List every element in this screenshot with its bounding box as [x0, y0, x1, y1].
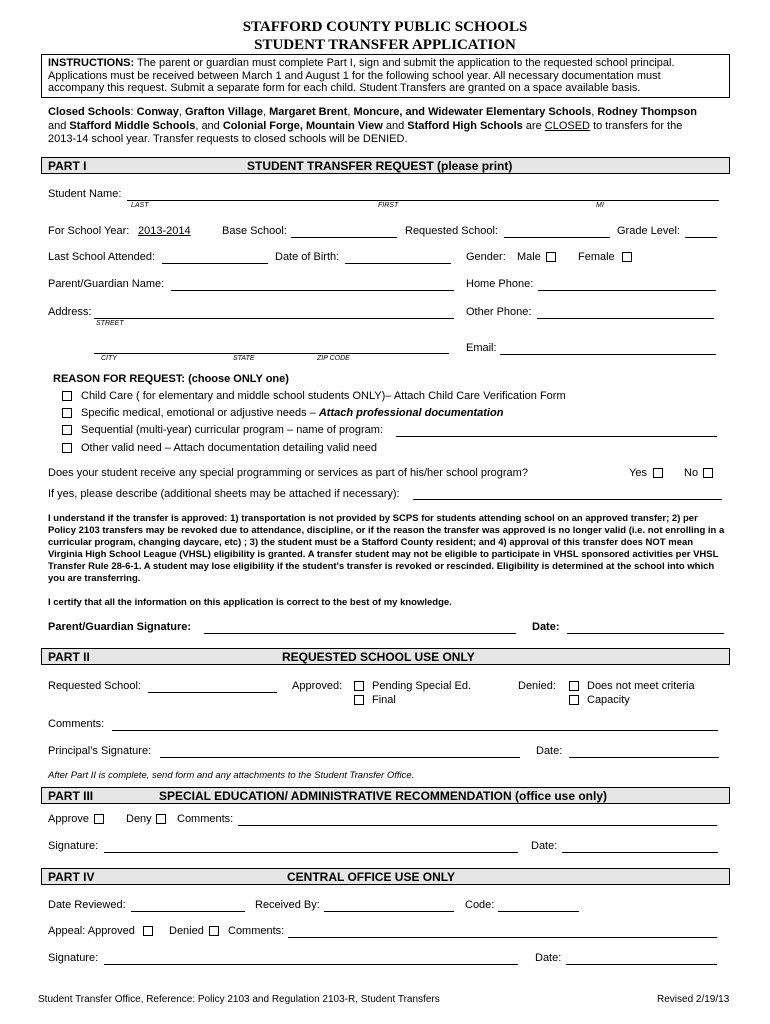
yes-checkbox[interactable]	[653, 468, 663, 478]
no-label: No	[684, 467, 699, 479]
part1-header	[41, 157, 730, 174]
form-subtitle: STUDENT TRANSFER APPLICATION	[254, 37, 516, 53]
base-school-field[interactable]	[291, 237, 397, 238]
closed-sep: are	[522, 119, 545, 132]
form-title: STAFFORD COUNTY PUBLIC SCHOOLS	[242, 19, 528, 35]
appeal-approved-checkbox[interactable]	[143, 926, 153, 936]
street-field[interactable]	[94, 318, 454, 319]
email-field[interactable]	[500, 354, 716, 355]
closed-school: Conway	[136, 106, 179, 118]
p3-date-label: Date:	[531, 840, 558, 852]
reason-curricular-checkbox[interactable]	[62, 425, 72, 435]
approve-label: Approve	[48, 813, 89, 825]
certify-statement: I certify that all the information on this application is correct to the best of my knowledge.	[48, 597, 452, 608]
reason-medical-label	[81, 407, 503, 419]
mi-caption: MI	[596, 202, 604, 209]
part2-header	[41, 648, 730, 665]
closed-sep: ,	[263, 106, 270, 118]
other-phone-field[interactable]	[537, 318, 714, 319]
parent-name-field[interactable]	[171, 290, 454, 291]
closed-sep: , and	[195, 119, 223, 132]
approve-checkbox[interactable]	[94, 814, 104, 824]
part3-heading: SPECIAL EDUCATION/ ADMINISTRATIVE RECOMMENDATION (office use only)	[159, 789, 608, 803]
reason-medical-emphasis: Attach professional documentation	[318, 407, 504, 419]
yes-label: Yes	[629, 467, 647, 479]
reason-medical-text: Specific medical, emotional or adjustive needs –	[81, 407, 319, 419]
deny-label: Deny	[126, 813, 152, 825]
last-school-field[interactable]	[162, 263, 268, 264]
closed-line-3: 2013-14 school year. Transfer requests to closed schools will be DENIED.	[48, 133, 408, 145]
appeal-denied-label: Denied	[169, 925, 204, 937]
p3-signature-label: Signature:	[48, 840, 99, 852]
transfer-terms: I understand if the transfer is approved: 1) transportation is not provided by SCPS for students attending school on an approved transfer; 2) per Policy 2103 transfers may be revoked due to attendance, discipline, or if the reason the transfer was approved is no longer valid (i.e. not enrolling in a curricular program, changing daycare, etc) ; 3) the student must be a Stafford County resident; and 4) approval of this transfer does NOT mean Virginia High School League (VHSL) eligibility is granted. A transfer student may not be eligible to participate in VHSL sponsored activities per VHSL Transfer Rule 28-6-1. A student may lose eligibility if the student's transfer is revoked or rescinded. Eligibility is determined at the school into which you are transferring.	[48, 513, 725, 584]
received-by-field[interactable]	[324, 911, 454, 912]
pending-special-ed-label: Pending Special Ed.	[372, 680, 472, 692]
student-name-field[interactable]	[127, 200, 719, 201]
p4-signature-field[interactable]	[104, 964, 518, 965]
other-phone-label: Other Phone:	[466, 306, 532, 318]
school-year-label: For School Year:	[48, 225, 130, 237]
closed-school: Stafford Middle Schools	[69, 119, 196, 132]
date-reviewed-label: Date Reviewed:	[48, 899, 126, 911]
part3-number: PART III	[48, 789, 94, 803]
part3-header	[41, 787, 730, 804]
describe-field[interactable]	[413, 499, 722, 500]
closed-sep: and	[382, 119, 408, 132]
criteria-label: Does not meet criteria	[587, 680, 695, 692]
closed-sep: ,	[347, 106, 354, 118]
dob-label: Date of Birth:	[275, 251, 340, 263]
p3-signature-field[interactable]	[104, 852, 518, 853]
reason-childcare-label: Child Care ( for elementary and middle school students ONLY)– Attach Child Care Verification Form	[81, 390, 566, 402]
part4-number: PART IV	[48, 870, 95, 884]
female-checkbox[interactable]	[622, 252, 632, 262]
city-caption: CITY	[101, 355, 117, 362]
p4-date-label: Date:	[535, 952, 562, 964]
program-name-field[interactable]	[396, 436, 717, 437]
capacity-checkbox[interactable]	[569, 695, 579, 705]
home-phone-label: Home Phone:	[466, 278, 534, 290]
last-school-label: Last School Attended:	[48, 251, 156, 263]
p3-date-field[interactable]	[562, 852, 718, 853]
principal-signature-label: Principal’s Signature:	[48, 745, 152, 757]
male-label: Male	[517, 251, 541, 263]
closed-school: Stafford High Schools	[407, 119, 523, 132]
closed-sep: and	[48, 119, 70, 132]
footer-reference: Student Transfer Office, Reference: Policy 2103 and Regulation 2103-R, Student Transfers	[38, 994, 440, 1005]
footer-revised: Revised 2/19/13	[657, 994, 730, 1005]
approved-label: Approved:	[292, 680, 343, 692]
final-label: Final	[372, 694, 396, 706]
dob-field[interactable]	[345, 263, 451, 264]
closed-sep: to transfers for the	[590, 119, 683, 132]
capacity-label: Capacity	[587, 694, 630, 706]
part2-number: PART II	[48, 650, 90, 664]
describe-label: If yes, please describe (additional sheets may be attached if necessary):	[48, 488, 400, 500]
parent-date-field[interactable]	[567, 633, 724, 634]
part4-heading: CENTRAL OFFICE USE ONLY	[287, 870, 456, 884]
closed-schools-notice	[48, 106, 738, 147]
grade-level-field[interactable]	[685, 237, 717, 238]
state-caption: STATE	[233, 355, 255, 362]
female-label: Female	[578, 251, 615, 263]
closed-school: Rodney Thompson	[597, 106, 697, 118]
p4-comments-field[interactable]	[288, 937, 717, 938]
closed-word: CLOSED	[544, 119, 591, 132]
reason-childcare-checkbox[interactable]	[62, 391, 72, 401]
address-label: Address:	[48, 306, 92, 318]
last-caption: LAST	[131, 202, 149, 209]
parent-date-label: Date:	[532, 621, 560, 633]
part4-header	[41, 868, 730, 885]
requested-school-label: Requested School:	[405, 225, 498, 237]
grade-level-label: Grade Level:	[617, 225, 680, 237]
code-label: Code:	[465, 899, 495, 911]
p4-comments-label: Comments:	[228, 925, 285, 937]
p4-date-field[interactable]	[566, 964, 717, 965]
instructions-text-1: The parent or guardian must complete Part I, sign and submit the application to the requested school principal.	[137, 57, 675, 69]
code-field[interactable]	[498, 911, 579, 912]
closed-sep: ,	[178, 106, 185, 118]
reason-heading: REASON FOR REQUEST: (choose ONLY one)	[53, 373, 289, 385]
p2-date-label: Date:	[536, 745, 563, 757]
home-phone-field[interactable]	[538, 290, 716, 291]
instructions-text-2: Applications must be received between March 1 and August 1 for the following school year. All necessary documentation must	[48, 69, 661, 82]
city-state-zip-field[interactable]	[94, 353, 449, 354]
p2-comments-label: Comments:	[48, 718, 105, 730]
instructions-label: INSTRUCTIONS:	[48, 57, 135, 69]
part1-number: PART I	[48, 159, 87, 173]
date-reviewed-field[interactable]	[131, 911, 245, 912]
zip-caption: ZIP CODE	[317, 355, 350, 362]
p2-date-field[interactable]	[569, 757, 719, 758]
street-caption: STREET	[96, 320, 124, 327]
closed-label: Closed Schools	[48, 106, 131, 118]
parent-signature-field[interactable]	[204, 633, 516, 634]
closed-sep: :	[130, 106, 137, 118]
base-school-label: Base School:	[222, 225, 287, 237]
parent-name-label: Parent/Guardian Name:	[48, 278, 165, 290]
deny-checkbox[interactable]	[156, 814, 166, 824]
parent-signature-label: Parent/Guardian Signature:	[48, 621, 192, 633]
part2-heading: REQUESTED SCHOOL USE ONLY	[282, 650, 475, 664]
pending-special-ed-checkbox[interactable]	[354, 681, 364, 691]
p2-requested-school-field[interactable]	[148, 692, 277, 693]
closed-sep: ,	[591, 106, 598, 118]
first-caption: FIRST	[378, 202, 399, 209]
appeal-denied-checkbox[interactable]	[209, 926, 219, 936]
part2-note: After Part II is complete, send form and any attachments to the Student Transfer Office.	[48, 770, 415, 781]
email-label: Email:	[466, 342, 497, 354]
p2-comments-field[interactable]	[112, 730, 718, 731]
closed-school: Margaret Brent	[269, 106, 348, 118]
special-programming-question: Does your student receive any special programming or services as part of his/her school program?	[48, 467, 528, 479]
gender-label: Gender:	[466, 251, 506, 263]
p4-signature-label: Signature:	[48, 952, 99, 964]
p3-comments-label: Comments:	[177, 813, 234, 825]
no-checkbox[interactable]	[703, 468, 713, 478]
p3-comments-field[interactable]	[238, 825, 717, 826]
denied-label: Denied:	[518, 680, 556, 692]
reason-other-label: Other valid need – Attach documentation detailing valid need	[81, 442, 377, 454]
reason-curricular-label: Sequential (multi-year) curricular program – name of program:	[81, 424, 384, 436]
final-checkbox[interactable]	[354, 695, 364, 705]
male-checkbox[interactable]	[546, 252, 556, 262]
principal-signature-field[interactable]	[160, 757, 520, 758]
closed-school: Moncure, and Widewater Elementary Schools	[353, 106, 592, 118]
appeal-approved-label: Appeal: Approved	[48, 925, 135, 937]
school-year-value[interactable]: 2013-2014	[138, 225, 191, 237]
part1-heading: STUDENT TRANSFER REQUEST (please print)	[247, 159, 513, 173]
closed-school: Grafton Village	[184, 106, 264, 118]
p2-requested-school-label: Requested School:	[48, 680, 141, 692]
reason-medical-checkbox[interactable]	[62, 408, 72, 418]
reason-other-checkbox[interactable]	[62, 443, 72, 453]
requested-school-field[interactable]	[504, 237, 610, 238]
received-by-label: Received By:	[255, 899, 320, 911]
criteria-checkbox[interactable]	[569, 681, 579, 691]
closed-school: Colonial Forge, Mountain View	[222, 119, 383, 132]
student-name-label: Student Name:	[48, 188, 122, 200]
instructions-text-3: accompany this request. Submit a separate form for each child. Student Transfers are granted on a space available basis.	[48, 82, 641, 94]
instructions-box	[41, 54, 730, 98]
